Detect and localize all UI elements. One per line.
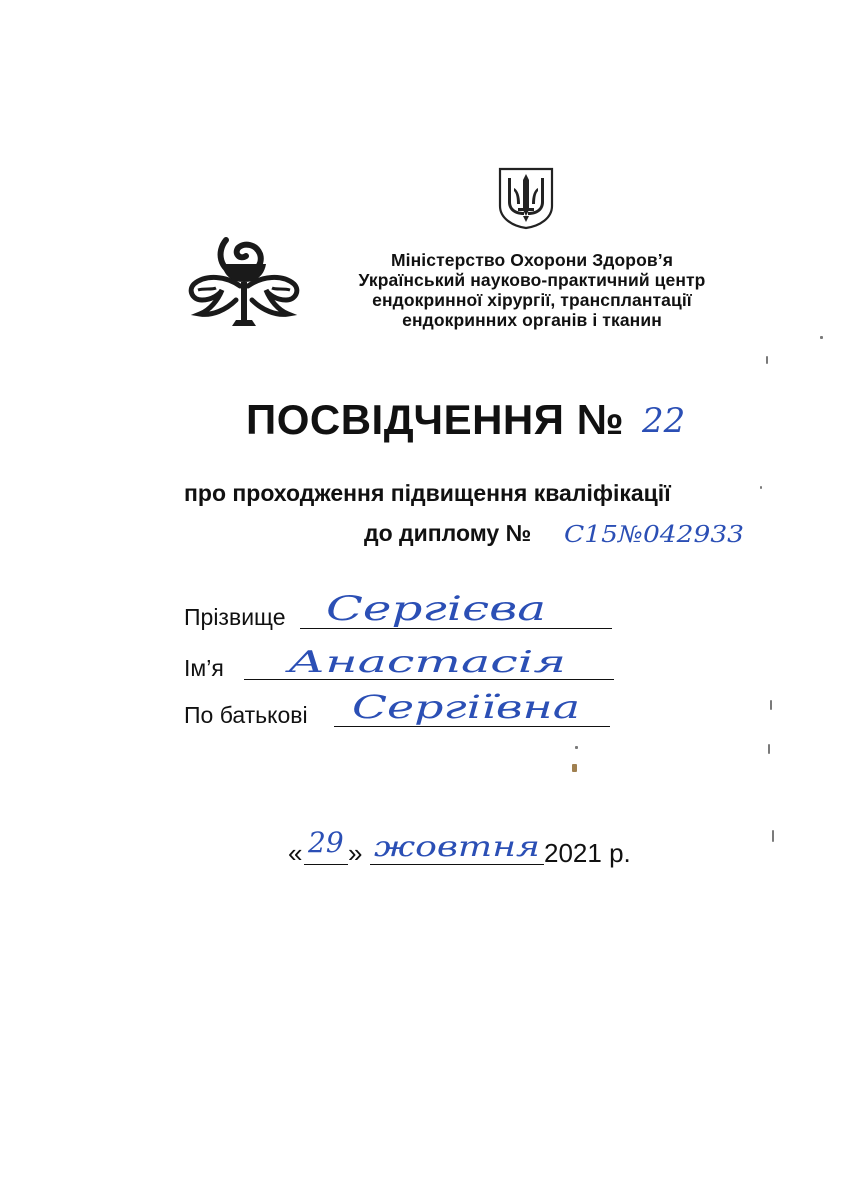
center-name-line1: Український науково-практичний центр: [358, 270, 706, 290]
scan-speck: [770, 700, 772, 710]
diploma-label: до диплому №: [364, 520, 532, 546]
name-value: [286, 640, 572, 682]
date-day: [306, 822, 350, 862]
date-day-text: 29: [308, 826, 344, 859]
date-day-line: [304, 864, 348, 865]
scan-speck: [820, 336, 823, 339]
patronymic-label: По батькові: [184, 702, 308, 728]
scan-speck: [575, 746, 578, 749]
scan-speck: [572, 764, 577, 772]
date-close-quote: »: [348, 838, 363, 868]
surname-value: [324, 586, 554, 632]
patronymic-value: [350, 686, 586, 730]
certificate-number: [640, 396, 710, 446]
patronymic-value-text: Сергіївна: [352, 688, 580, 726]
ministry-name: Міністерство Охорони Здоров’я: [390, 250, 674, 270]
surname-label: Прізвище: [184, 604, 286, 630]
scan-speck: [766, 356, 768, 364]
name-label: Ім’я: [184, 655, 224, 681]
date-month: [372, 826, 544, 866]
scan-speck: [772, 830, 774, 842]
scan-speck: [768, 744, 770, 754]
diploma-number: [562, 512, 748, 554]
bowl-of-hygieia-icon: [186, 230, 302, 332]
date-year: 2021 р.: [544, 838, 631, 868]
scan-speck: [760, 486, 762, 489]
trident-icon: [496, 166, 556, 230]
certificate-subtitle: про проходження підвищення кваліфікації: [184, 480, 671, 506]
center-name-line2: ендокринної хірургії, трансплантації: [372, 290, 692, 310]
diploma-number-text: С15№042933: [564, 522, 744, 548]
date-open-quote: «: [288, 838, 303, 868]
name-value-text: Анастасія: [284, 645, 566, 680]
center-name-line3: ендокринних органів і тканин: [402, 310, 662, 330]
certificate-number-text: 22: [642, 401, 686, 441]
surname-value-text: Сергієва: [326, 589, 546, 629]
date-month-text: жовтня: [374, 830, 540, 863]
organization-header: [300, 250, 764, 330]
certificate-title: ПОСВІДЧЕННЯ №: [246, 396, 624, 443]
